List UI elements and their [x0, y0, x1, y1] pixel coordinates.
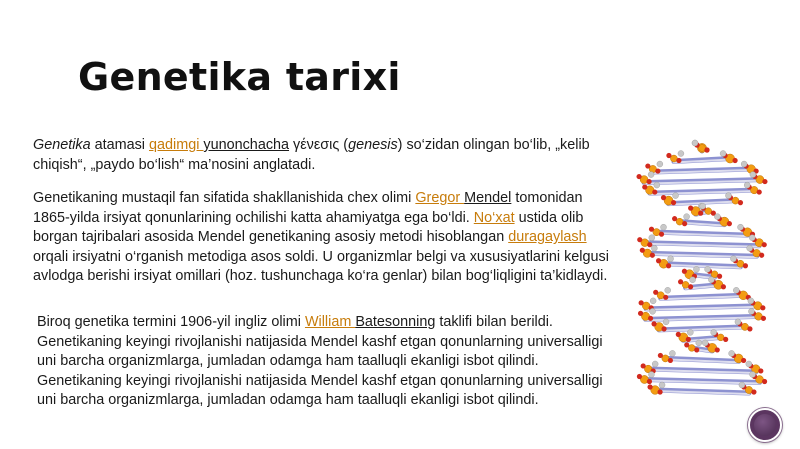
- oxygen-atom: [651, 321, 656, 326]
- oxygen-atom: [668, 358, 673, 363]
- oxygen-atom: [647, 384, 652, 389]
- oxygen-atom: [758, 368, 763, 373]
- paragraph-bateson: [37, 313, 612, 411]
- carbon-atom: [678, 151, 684, 157]
- carbon-atom: [700, 203, 706, 209]
- carbon-atom: [714, 214, 720, 220]
- oxygen-atom: [676, 158, 681, 163]
- carbon-atom: [650, 298, 656, 304]
- carbon-atom: [663, 319, 669, 325]
- oxygen-atom: [694, 347, 699, 352]
- carbon-atom: [735, 319, 741, 325]
- text: Genetikaning mustaqil fan sifatida shakllanishida chex olimi: [33, 190, 416, 206]
- phosphorus-atom: [717, 334, 724, 341]
- carbon-atom: [733, 287, 739, 293]
- oxygen-atom: [639, 300, 644, 305]
- carbon-atom: [651, 245, 657, 251]
- carbon-atom: [705, 266, 711, 272]
- oxygen-atom: [657, 389, 662, 394]
- carbon-atom: [748, 308, 754, 314]
- phosphorus-atom: [688, 345, 695, 352]
- oxygen-atom: [647, 379, 652, 384]
- carbon-atom: [673, 193, 679, 199]
- link-duragaylash[interactable]: duragaylash: [508, 229, 587, 246]
- carbon-atom: [659, 382, 665, 388]
- oxygen-atom: [642, 184, 647, 189]
- oxygen-atom: [653, 290, 658, 295]
- link-qadimgi[interactable]: qadimgi: [149, 137, 204, 153]
- next-slide-icon: [754, 414, 776, 436]
- dna-double-helix-icon: [618, 138, 786, 400]
- carbon-atom: [654, 182, 660, 188]
- text: tomonidan 1865-yilda irsiyat qonunlarining ochilishi katta ahamiyatga ega bo‘ldi.: [33, 190, 583, 226]
- carbon-atom: [744, 182, 750, 188]
- term-genetika: Genetika: [33, 137, 91, 153]
- oxygen-atom: [760, 305, 765, 310]
- oxygen-atom: [757, 189, 762, 194]
- carbon-atom: [648, 371, 654, 377]
- carbon-atom: [711, 329, 717, 335]
- oxygen-atom: [663, 295, 668, 300]
- oxygen-atom: [738, 200, 743, 205]
- phosphorus-atom: [711, 271, 718, 278]
- oxygen-atom: [678, 279, 683, 284]
- text: γένεσις (: [289, 137, 349, 153]
- oxygen-atom: [762, 179, 767, 184]
- link-noxat[interactable]: No‘xat: [473, 209, 515, 226]
- oxygen-atom: [761, 316, 766, 321]
- paragraph-etymology: [33, 136, 623, 175]
- carbon-atom: [708, 277, 714, 283]
- text: ) so‘zidan olingan bo‘lib, „kelib chiqish“, „paydo bo‘lish“ ma’nosini anglatadi.: [33, 137, 590, 173]
- oxygen-atom: [759, 253, 764, 258]
- oxygen-atom: [637, 374, 642, 379]
- oxygen-atom: [646, 179, 651, 184]
- oxygen-atom: [636, 174, 641, 179]
- carbon-atom: [702, 340, 708, 346]
- carbon-atom: [746, 361, 752, 367]
- oxygen-atom: [686, 337, 691, 342]
- text: ustida olib borgan tajribalari asosida Mendel genetikaning asosiy metodi hisoblangan: [33, 209, 584, 246]
- oxygen-atom: [661, 195, 666, 200]
- carbon-atom: [729, 350, 735, 356]
- phosphorus-atom: [705, 208, 712, 215]
- oxygen-atom: [648, 316, 653, 321]
- carbon-atom: [693, 266, 699, 272]
- link-yunonchacha[interactable]: yunonchacha: [203, 137, 290, 153]
- oxygen-atom: [666, 263, 671, 268]
- carbon-atom: [648, 172, 654, 178]
- carbon-atom: [725, 193, 731, 199]
- carbon-atom: [687, 329, 693, 335]
- oxygen-atom: [666, 153, 671, 158]
- carbon-atom: [747, 245, 753, 251]
- carbon-atom: [665, 287, 671, 293]
- carbon-atom: [692, 140, 698, 146]
- carbon-atom: [668, 256, 674, 262]
- oxygen-atom: [732, 158, 737, 163]
- oxygen-atom: [762, 242, 767, 247]
- carbon-atom: [696, 340, 702, 346]
- oxygen-atom: [641, 363, 646, 368]
- oxygen-atom: [727, 221, 732, 226]
- oxygen-atom: [747, 326, 752, 331]
- text: orqali irsiyatni o‘rganish metodiga asos soldi. U organizmlar belgi va xususiyatlarini kelgusi avlodga berishi irsiyat omillari (hoz. tushunchaga ko‘ra genlar) bilan bog‘liqligini ta’kidlaydi.: [33, 248, 609, 285]
- oxygen-atom: [658, 353, 663, 358]
- link-william[interactable]: William: [304, 314, 356, 330]
- oxygen-atom: [655, 168, 660, 173]
- oxygen-atom: [640, 248, 645, 253]
- phosphorus-atom: [682, 281, 689, 288]
- oxygen-atom: [741, 358, 746, 363]
- carbon-atom: [750, 371, 756, 377]
- carbon-atom: [730, 256, 736, 262]
- oxygen-atom: [638, 311, 643, 316]
- oxygen-atom: [661, 326, 666, 331]
- term-genesis: genesis: [348, 137, 398, 153]
- oxygen-atom: [682, 269, 687, 274]
- oxygen-atom: [659, 232, 664, 237]
- oxygen-atom: [656, 258, 661, 263]
- oxygen-atom: [715, 347, 720, 352]
- carbon-atom: [690, 277, 696, 283]
- phosphorus-atom: [670, 155, 677, 162]
- oxygen-atom: [743, 263, 748, 268]
- carbon-atom: [684, 214, 690, 220]
- carbon-atom: [749, 235, 755, 241]
- oxygen-atom: [751, 389, 756, 394]
- carbon-atom: [720, 151, 726, 157]
- oxygen-atom: [672, 216, 677, 221]
- carbon-atom: [661, 224, 667, 230]
- oxygen-atom: [698, 211, 703, 216]
- carbon-atom: [739, 382, 745, 388]
- carbon-atom: [748, 298, 754, 304]
- text: atamasi: [90, 137, 149, 153]
- carbon-atom: [657, 161, 663, 167]
- oxygen-atom: [704, 147, 709, 152]
- oxygen-atom: [723, 337, 728, 342]
- link-gregor[interactable]: Gregor: [415, 190, 465, 206]
- slide-title: Genetika tarixi: [78, 55, 401, 99]
- oxygen-atom: [762, 379, 767, 384]
- oxygen-atom: [676, 332, 681, 337]
- phosphorus-atom: [676, 218, 683, 225]
- oxygen-atom: [647, 242, 652, 247]
- carbon-atom: [650, 308, 656, 314]
- oxygen-atom: [717, 274, 722, 279]
- carbon-atom: [737, 224, 743, 230]
- carbon-atom: [750, 172, 756, 178]
- carbon-atom: [741, 161, 747, 167]
- link-mendel[interactable]: Mendel: [464, 190, 512, 206]
- phosphorus-atom: [699, 145, 706, 152]
- text: Biroq genetika termini 1906-yil ingliz olimi: [37, 314, 305, 330]
- oxygen-atom: [721, 284, 726, 289]
- oxygen-atom: [649, 227, 654, 232]
- text: taklifi bilan berildi. Genetikaning keyingi rivojlanishi natijasida Mendel kashf etgan qonunlarning universalligi uni barcha organizmlarga, jumladan odamga ham taalluqli ekanligi isbot qilindi. Genetikaning keyingi rivojlanishi natijasida Mendel kashf etgan qonunlarning universalligi uni barcha organizmlarga, jumladan odamga ham taalluqli ekanligi isbot qilindi.: [37, 314, 603, 409]
- carbon-atom: [669, 350, 675, 356]
- oxygen-atom: [688, 284, 693, 289]
- oxygen-atom: [652, 189, 657, 194]
- oxygen-atom: [682, 221, 687, 226]
- oxygen-atom: [645, 163, 650, 168]
- oxygen-atom: [637, 237, 642, 242]
- carbon-atom: [649, 235, 655, 241]
- oxygen-atom: [671, 200, 676, 205]
- paragraph-mendel: [33, 189, 623, 287]
- carbon-atom: [652, 361, 658, 367]
- oxygen-atom: [650, 253, 655, 258]
- next-slide-button[interactable]: [748, 408, 782, 442]
- oxygen-atom: [684, 342, 689, 347]
- link-batesonning[interactable]: Batesonning: [355, 314, 436, 330]
- oxygen-atom: [688, 206, 693, 211]
